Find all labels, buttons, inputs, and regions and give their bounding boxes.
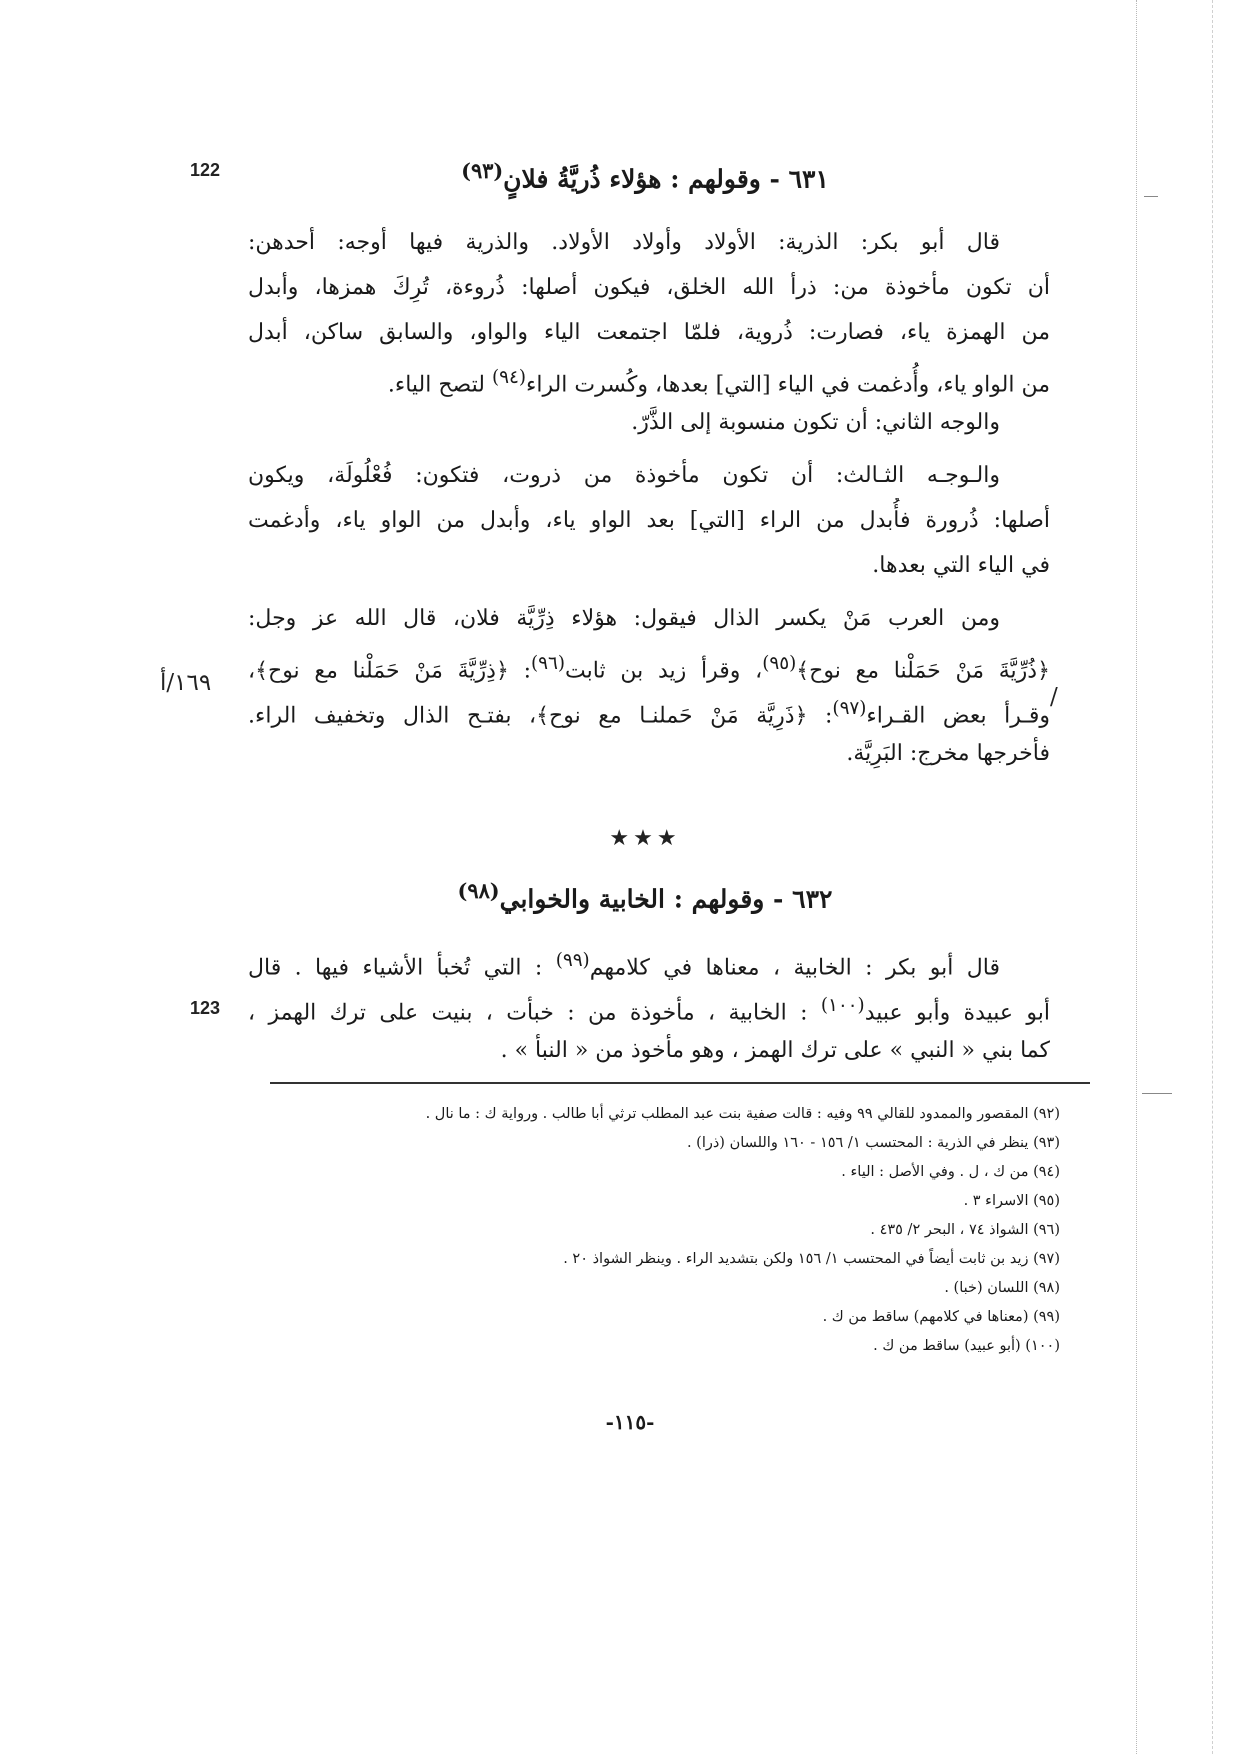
text-line: ﴿ذُرِّيَّةَ مَنْ حَمَلْنا مع نوح﴾$^{(٩٥)}$، وقرأ زيد بن ثابت$^{(٩٦)}$: ﴿ذِرِّيَّةَ مَنْ حَمَلْنا مع نوح﴾، [248, 653, 1050, 684]
footnote-separator-rule [270, 1082, 1090, 1084]
text-line: أن تكون مأخوذة من: ذرأ الله الخلق، فيكون أصلها: ذُروءة، تُرِكَ همزها، وأبدل [248, 275, 1050, 300]
footnote: (٩٧) زيد بن ثابت أيضاً في المحتسب ١/ ١٥٦ ولكن بتشديد الراء . وينظر الشواذ ٢٠ . [563, 1251, 1060, 1267]
footnote: (٩٥) الاسراء ٣ . [963, 1193, 1060, 1209]
text-line: قال أبو بكر : الخابية ، معناها في كلامهم$^{(٩٩)}$ : التي تُخبأ الأشياء فيها . قال [248, 950, 1001, 981]
section-heading-632: ٦٣٢ - وقولهم : الخابية والخوابي$^{(٩٨)}$ [457, 878, 833, 914]
text-line: أبو عبيدة وأبو عبيد$^{(١٠٠)}$ : الخابية ، مأخوذة من : خبأت ، بنيت على ترك الهمز ، [248, 995, 1050, 1026]
text-line: والوجه الثاني: أن تكون منسوبة إلى الذَّرّ. [631, 410, 1000, 435]
margin-number-lower: 123 [190, 998, 221, 1018]
footnote: (٩٤) من ك ، ل . وفي الأصل : الياء . [841, 1164, 1060, 1180]
text-line: أصلها: ذُرورة فأُبدل من الراء [التي] بعد الواو ياء، وأبدل من الواو ياء، وأدغمت [248, 508, 1050, 533]
text-line: والـوجـه الثـالث: أن تكون مأخوذة من ذروت، فتكون: فُعْلُولَة، ويكون [248, 463, 1000, 488]
scan-edge-tick [1144, 196, 1158, 197]
footnote: (٩٦) الشواذ ٧٤ ، البحر ٢/ ٤٣٥ . [870, 1222, 1060, 1238]
page-number: -١١٥- [605, 1410, 655, 1434]
footnote: (٩٨) اللسان (خبا) . [944, 1280, 1060, 1296]
folio-reference: ١٦٩/أ [160, 670, 212, 696]
footnote: (٩٣) ينظر في الذرية : المحتسب ١/ ١٥٦ - ١٦٠ واللسان (ذرا) . [686, 1135, 1060, 1151]
text-line: من الواو ياء، وأُدغمت في الياء [التي] بعدها، وكُسرت الراء$^{(٩٤)}$ لتصح الياء. [387, 367, 1050, 398]
margin-number-top: 122 [190, 160, 221, 180]
footnotes [270, 1100, 1060, 1361]
footnote: (٩٩) (معناها في كلامهم) ساقط من ك . [822, 1309, 1060, 1325]
text-line: ومن العرب مَنْ يكسر الذال فيقول: هؤلاء ذِرِّيَّة فلان، قال الله عز وجل: [248, 606, 1000, 631]
text-line: في الياء التي بعدها. [872, 553, 1050, 578]
section-heading-631: ٦٣١ - وقولهم : هؤلاء ذُريَّةُ فلانٍ$^{(٩٣)}$ [461, 158, 829, 194]
scan-edge-tick [1142, 1093, 1172, 1094]
text-line: وقـرأ بعض القـراء$^{(٩٧)}$: ﴿ذَرِيَّة مَنْ حَملنـا مع نوح﴾، بفتـح الذال وتخفيف الراء. [248, 698, 1050, 729]
section-separator-stars: ★★★ [609, 826, 681, 851]
folio-slash-mark: / [1050, 684, 1058, 710]
text-line: فأخرجها مخرج: البَرِيَّة. [846, 741, 1050, 766]
scan-edge-line [1136, 0, 1137, 1754]
footnote: (٩٢) المقصور والممدود للقالي ٩٩ وفيه : قالت صفية بنت عبد المطلب ترثي أبا طالب . ورواية ك : ما نال . [425, 1106, 1060, 1122]
scan-edge-line-outer [1212, 0, 1213, 1754]
text-line: من الهمزة ياء، فصارت: ذُروية، فلمّا اجتمعت الياء والواو، والسابق ساكن، أبدل [248, 320, 1050, 345]
text-line: كما بني « النبي » على ترك الهمز ، وهو مأخوذ من « النبأ » . [500, 1038, 1050, 1063]
footnote: (١٠٠) (أبو عبيد) ساقط من ك . [873, 1338, 1060, 1354]
section-631-body [248, 220, 1050, 776]
section-632-body [248, 938, 1050, 1073]
text-line: قال أبو بكر: الذرية: الأولاد وأولاد الأولاد. والذرية فيها أوجه: أحدهن: [248, 230, 1000, 255]
